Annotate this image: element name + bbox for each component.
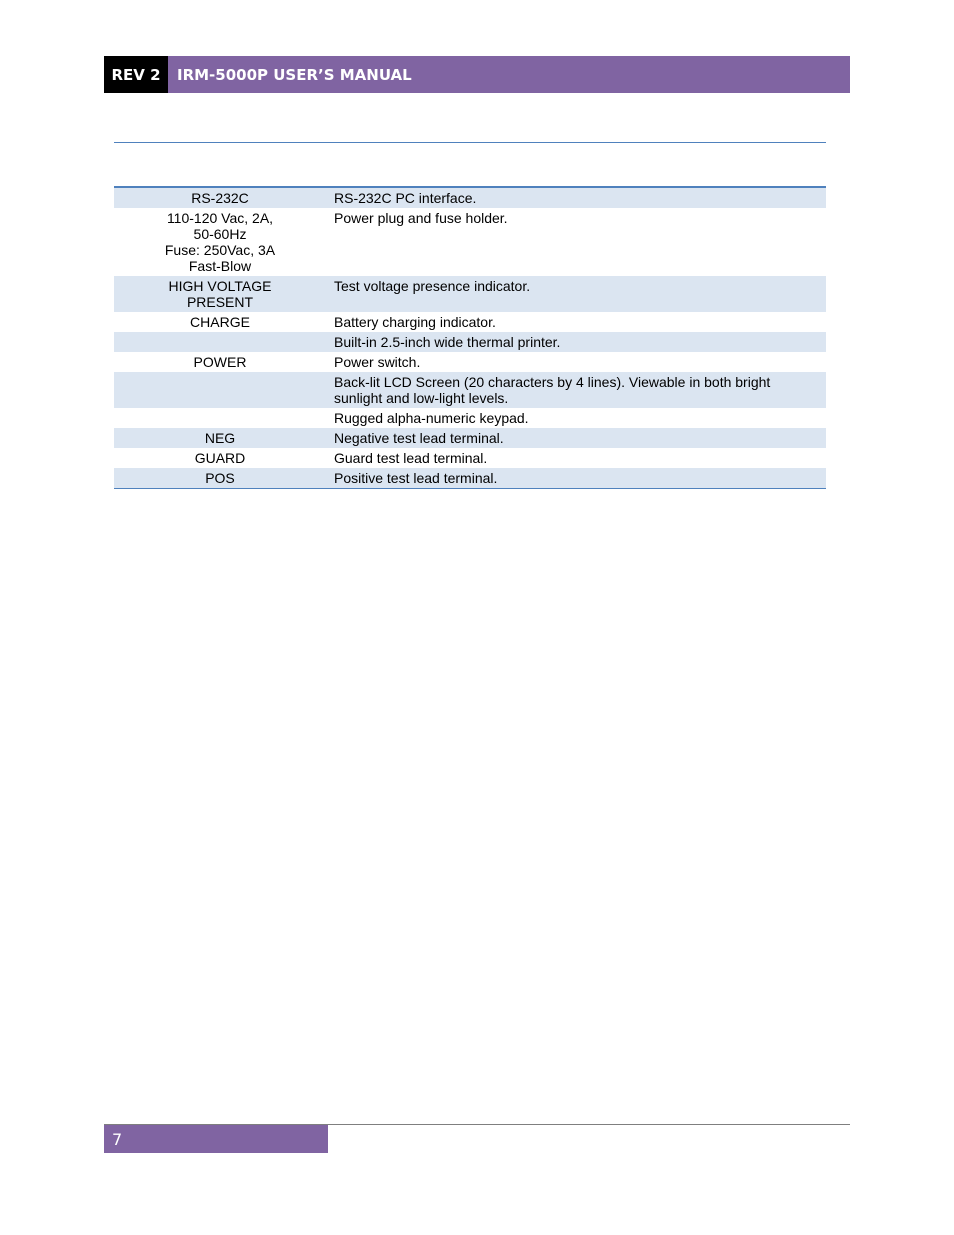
table-row: [114, 332, 826, 352]
row-label-line: HIGH VOLTAGE: [168, 278, 272, 294]
row-label: [114, 408, 326, 428]
table-row: [114, 208, 826, 276]
footer-page-number: 7: [104, 1125, 328, 1153]
row-label-line: PRESENT: [186, 294, 254, 310]
row-description: Built-in 2.5-inch wide thermal printer.: [326, 332, 826, 352]
row-description: Back-lit LCD Screen (20 characters by 4 lines). Viewable in both bright sunlight and low-light levels.: [326, 372, 826, 408]
row-label-line: 50-60Hz: [193, 226, 247, 242]
row-label-line: POS: [205, 470, 235, 486]
row-label-line: 110-120 Vac, 2A,: [166, 210, 274, 226]
table-row: [114, 276, 826, 312]
row-label: [114, 332, 326, 352]
table-row: [114, 408, 826, 428]
front-panel-spec-table: [114, 186, 826, 489]
row-label-line: Fuse: 250Vac, 3A: [164, 242, 276, 258]
section-divider: [114, 142, 826, 143]
row-description: Rugged alpha-numeric keypad.: [334, 410, 529, 426]
row-description: Negative test lead terminal.: [326, 428, 826, 448]
row-label: [114, 428, 326, 448]
row-label-line: RS-232C: [191, 190, 249, 206]
table-row: [114, 312, 826, 332]
row-label: [114, 187, 326, 208]
row-description: Power plug and fuse holder.: [334, 210, 508, 226]
row-label: [114, 276, 326, 312]
row-label-line: POWER: [193, 354, 247, 370]
header-manual-title: IRM-5000P USER’S MANUAL: [168, 56, 850, 93]
row-label-line: Fast-Blow: [188, 258, 252, 274]
row-description: RS-232C PC interface.: [326, 187, 826, 208]
table-row: [114, 372, 826, 408]
row-description: Test voltage presence indicator.: [326, 276, 826, 312]
table-row: [114, 428, 826, 448]
row-label: [114, 448, 326, 468]
table-row: [114, 187, 826, 208]
row-label-line: NEG: [204, 430, 236, 446]
table-row: [114, 448, 826, 468]
row-label-line: CHARGE: [190, 314, 250, 330]
row-description: Battery charging indicator.: [334, 314, 496, 330]
header-rev-badge: REV 2: [104, 56, 168, 93]
row-description: Power switch.: [334, 354, 421, 370]
row-label: [114, 468, 326, 489]
table-row: [114, 468, 826, 489]
row-label: [114, 352, 326, 372]
row-label: [114, 372, 326, 408]
row-description: Positive test lead terminal.: [326, 468, 826, 489]
spec-table-body: [114, 187, 826, 489]
row-label: [114, 312, 326, 332]
table-row: [114, 352, 826, 372]
row-label-line: GUARD: [194, 450, 246, 466]
row-label: [114, 208, 326, 276]
row-description: Guard test lead terminal.: [334, 450, 488, 466]
